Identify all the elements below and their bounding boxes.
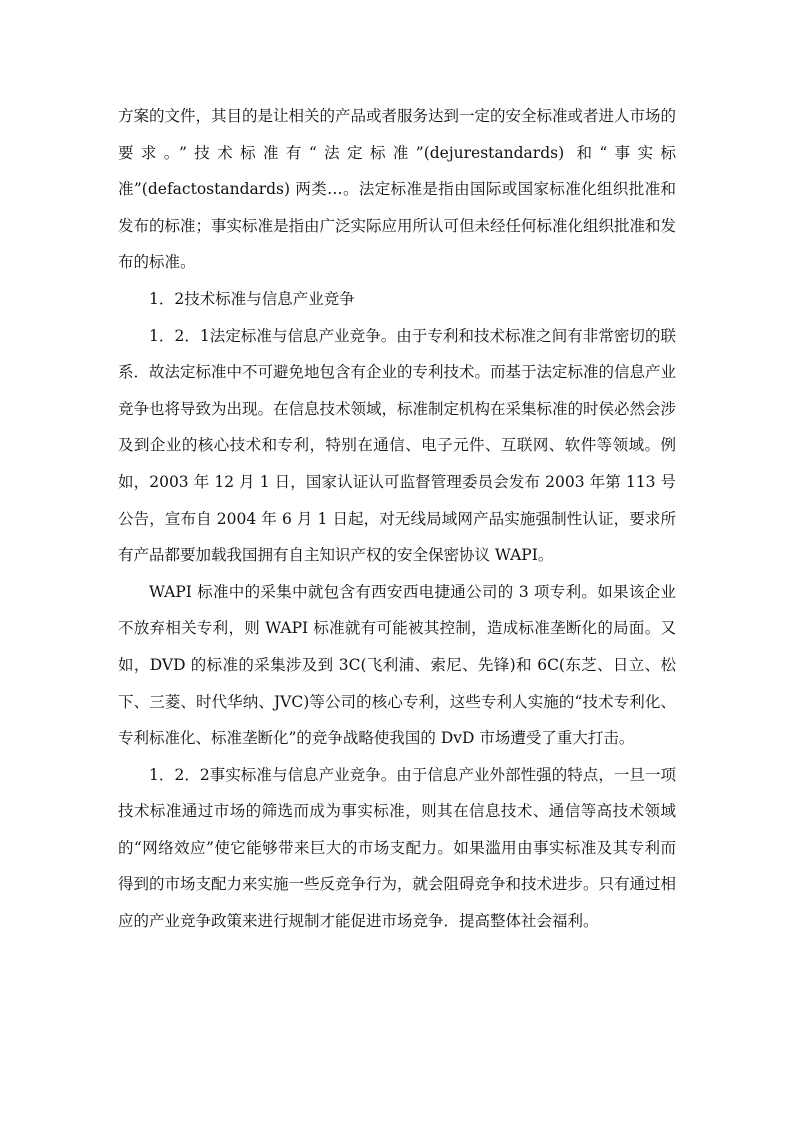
- paragraph-1-2-1: 1．2．1法定标准与信息产业竞争。由于专利和技术标准之间有非常密切的联系．故法定标准中不可避免地包含有企业的专利技术。而基于法定标准的信息产业竞争也将导致为出现。在信息技术领域，标准制定机构在采集标准的时侯必然会涉及到企业的核心技术和专利，特别在通信、电子元件、互联网、软件等领域。例如，2003 年 12 月 1 日，国家认证认可监督管理委员会发布 2003 年第 113 号公告，宣布自 2004 年 6 月 1 日起，对无线局域网产品实施强制性认证，要求所有产品都要加载我国拥有自主知识产权的安全保密协议 WAPI。: [118, 326, 677, 565]
- paragraph-1-2-2: 1．2．2事实标准与信息产业竞争。由于信息产业外部性强的特点，一旦一项技术标准通过市场的筛选而成为事实标准，则其在信息技术、通信等高技术领域的“网络效应”使它能够带来巨大的市场支配力。如果滥用由事实标准及其专利而得到的市场支配力来实施一些反竞争行为，就会阻碍竞争和技术进步。只有通过相应的产业竞争政策来进行规制才能促进市场竞争．提高整体社会福利。: [118, 765, 677, 931]
- paragraph-intro-continuation: 方案的文件，其目的是让相关的产品或者服务达到一定的安全标准或者进人市场的要求。”技术标准有“法定标准”(dejurestandards) 和“事实标准”(defactostandards) 两类…。法定标准是指由国际或国家标准化组织批准和发布的标准；事实标准是指由广泛实际应用所认可但未经任何标准化组织批准和发布的标准。: [118, 107, 677, 272]
- section-heading-1-2: 1．2技术标准与信息产业竞争: [149, 289, 355, 308]
- paragraph-wapi: WAPI 标准中的采集中就包含有西安西电捷通公司的 3 项专利。如果该企业不放弃相关专利，则 WAPI 标准就有可能被其控制，造成标准垄断化的局面。又如，DVD 的标准的采集涉及到 3C(飞利浦、索尼、先锋)和 6C(东芝、日立、松下、三菱、时代华纳、JVC)等公司的核心专利，这些专利人实施的“技术专利化、专利标准化、标准垄断化”的竞争战略使我国的 DvD 市场遭受了重大打击。: [118, 582, 676, 748]
- document-body: [118, 98, 676, 940]
